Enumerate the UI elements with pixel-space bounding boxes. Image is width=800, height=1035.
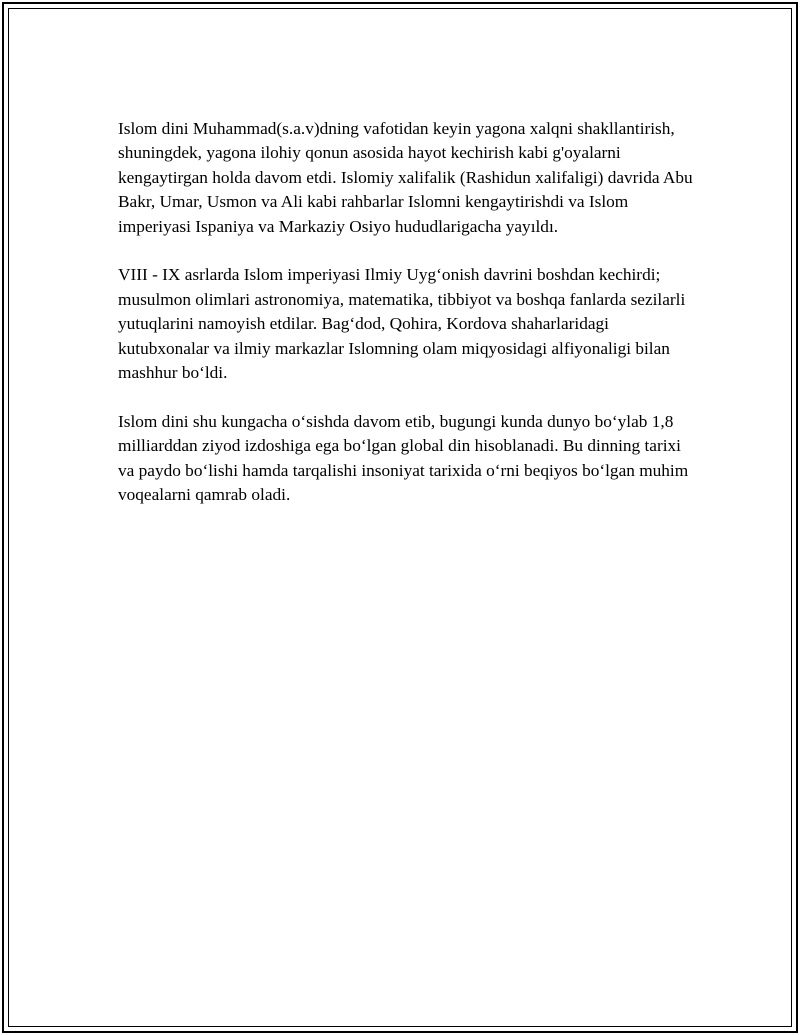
paragraph-islamic-caliphate: Islom dini Muhammad(s.a.v)dning vafotidan keyin yagona xalqni shakllantirish, shuningdek, yagona ilohiy qonun asosida hayot kechirish kabi g'oyalarni kengaytirgan holda davom etdi. Islomiy xalifalik (Rashidun xalifaligi) davrida Abu Bakr, Umar, Usmon va Ali kabi rahbarlar Islomni kengaytirishdi va Islom imperiyasi Ispaniya va Markaziy Osiyo hududlarigacha yayıldı. [118, 119, 693, 236]
paragraph-scientific-renaissance: VIII - IX asrlarda Islom imperiyasi Ilmiy Uygʻonish davrini boshdan kechirdi; musulmon olimlari astronomiya, matematika, tibbiyot va boshqa fanlarda sezilarli yutuqlarini namoyish etdilar. Bagʻdod, Qohira, Kordova shaharlaridagi kutubxonalar va ilmiy markazlar Islomning olam miqyosidagi alfiyonaligi bilan mashhur boʻldi. [118, 265, 686, 383]
document-body [118, 117, 698, 532]
paragraph-global-religion: Islom dini shu kungacha oʻsishda davom etib, bugungi kunda dunyo boʻylab 1,8 milliarddan ziyod izdoshiga ega boʻlgan global din hisoblanadi. Bu dinning tarixi va paydo boʻlishi hamda tarqalishi insoniyat tarixida oʻrni beqiyos boʻlgan muhim voqealarni qamrab oladi. [118, 411, 689, 505]
